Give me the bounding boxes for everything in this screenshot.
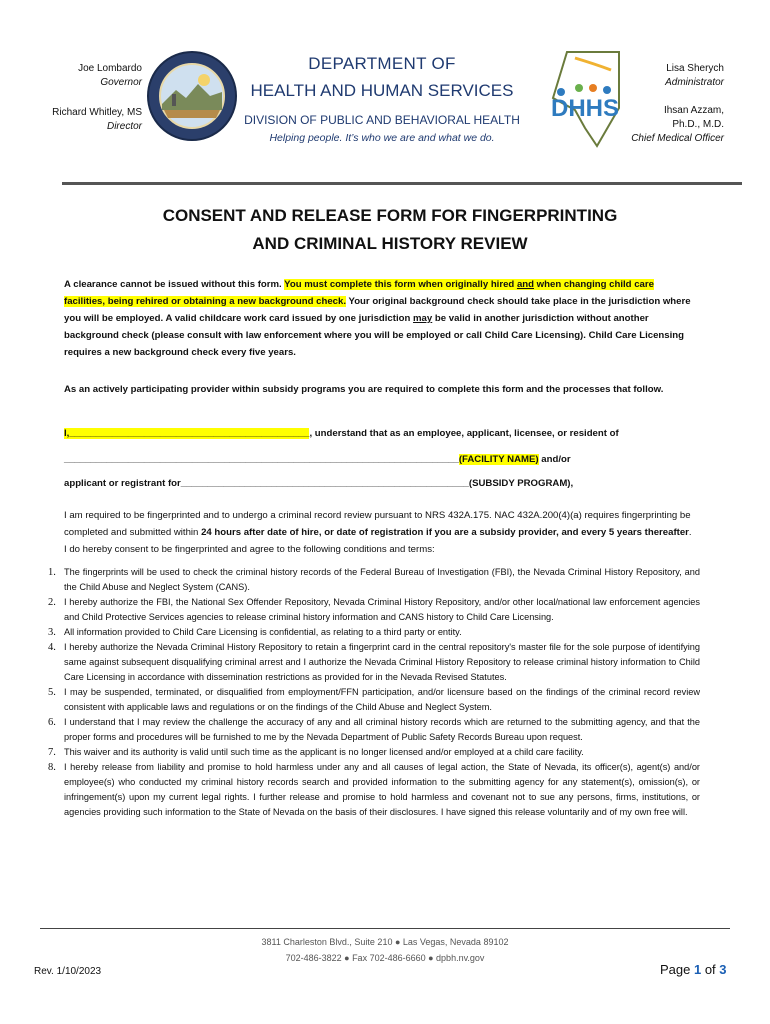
term-item [48, 565, 700, 595]
term-text: I hereby authorize the FBI, the National Sex Offender Repository, Nevada Criminal History Repository, and/or other local/national law enforcement agencies and Child Protective Services agencies to release criminal history information and CANS history to Child Care Licensing. [64, 597, 700, 622]
term-item [48, 625, 700, 640]
term-number: 2. [48, 597, 56, 608]
intro-text-a: A clearance cannot be issued without this form. [64, 279, 285, 290]
requirement-text-a: I am required to be fingerprinted and to undergo a criminal record review pursuant to NRS 432A.175. NAC 432A.200(4)(a) requires fingerprinting be completed and submitted within [64, 510, 691, 538]
term-number: 8. [48, 762, 56, 773]
dhhs-logo-text: DHHS [550, 95, 620, 122]
term-item [48, 595, 700, 625]
subsidy-paragraph: As an actively participating provider within subsidy programs you are required to complete this form and the processes that follow. [64, 384, 664, 395]
program-prefix: applicant or registrant for [64, 478, 181, 489]
nevada-state-seal-icon [146, 50, 238, 142]
term-text: I hereby authorize the Nevada Criminal History Repository to retain a fingerprint card in the central repository's master file for the sole purpose of identifying same against subsequent disqualifying criminal arrest and I authorize the Nevada Criminal History Repository to release criminal history information to Child Care Licensing in accordance with dissemination restrictions as provided for in the Nevada Revised Statutes. [64, 642, 700, 682]
term-item [48, 640, 700, 685]
fill-line-program [64, 475, 694, 492]
revision-date: Rev. 1/10/2023 [34, 966, 102, 977]
term-number: 5. [48, 687, 56, 698]
term-text: I may be suspended, terminated, or disqualified from employment/FFN participation, and/or licensure based on the findings of the criminal record review consistent with applicable laws and regulations or on the findings of the Child Abuse and Neglect System. [64, 687, 700, 712]
term-item [48, 745, 700, 760]
dept-line1: DEPARTMENT OF [308, 54, 456, 73]
term-item [48, 685, 700, 715]
applicant-name-blank[interactable]: _____________________________________________ [69, 428, 310, 439]
governor-name: Joe Lombardo [78, 63, 142, 74]
footer-divider [40, 928, 730, 929]
intro-paragraph [64, 276, 694, 361]
footer-contact-line: 702-486-3822 ● Fax 702-486-6660 ● dpbh.nv.gov [285, 953, 485, 963]
header-officials-right [620, 62, 724, 146]
intro-text-b: Your original background check should take place in the jurisdiction where you will be employed. A valid childcare work card issued by one jurisdiction [64, 296, 691, 324]
administrator-name: Lisa Sherych [666, 63, 724, 74]
cmo-title: Chief Medical Officer [631, 133, 724, 144]
title-line2: AND CRIMINAL HISTORY REVIEW [252, 234, 528, 253]
cmo-name-line1: Ihsan Azzam, [663, 105, 724, 116]
fill-line-name [64, 425, 694, 442]
form-title [60, 202, 720, 258]
term-number: 4. [48, 642, 56, 653]
requirement-bold: 24 hours after date of hire, or date of registration if you are a subsidy provider, and every 5 years thereafter [201, 527, 689, 538]
dept-line2: HEALTH AND HUMAN SERVICES [250, 81, 514, 100]
page-number: Page 1 of 3 [660, 962, 727, 977]
requirement-text-c: . I do hereby consent to be fingerprinted and agree to the following conditions and terms: [64, 527, 692, 555]
header-divider [62, 182, 742, 185]
facility-suffix: and/or [538, 454, 571, 465]
term-number: 6. [48, 717, 56, 728]
terms-list [48, 565, 700, 820]
page-total: 3 [719, 962, 727, 977]
division-name: DIVISION OF PUBLIC AND BEHAVIORAL HEALTH [244, 113, 520, 127]
administrator-title: Administrator [665, 77, 724, 88]
director-title: Director [106, 121, 142, 132]
title-line1: CONSENT AND RELEASE FORM FOR FINGERPRINTING [162, 206, 618, 225]
tagline: Helping people. It’s who we are and what we do. [269, 132, 495, 144]
page-current: 1 [693, 962, 702, 977]
footer-address [200, 934, 570, 966]
term-text: This waiver and its authority is valid until such time as the applicant is no longer licensed and/or employed at a child care facility. [64, 747, 584, 757]
fill-line-facility [64, 451, 694, 468]
term-number: 3. [48, 627, 56, 638]
governor-title: Governor [100, 77, 142, 88]
fill-name-suffix: , understand that as an employee, applicant, licensee, or resident of [309, 428, 619, 439]
term-text: The fingerprints will be used to check the criminal history records of the Federal Bureau of Investigation (FBI), the Nevada Criminal History Repository, and the Child Abuse and Neglect System (CANS). [64, 567, 700, 592]
term-text: I understand that I may review the challenge the accuracy of any and all criminal history records which are returned to the submitting agency, and that the proper forms and procedures will be furnished to me by the Nevada Department of Public Safety Records Bureau upon request. [64, 717, 700, 742]
intro-may: may [413, 313, 433, 324]
term-item [48, 760, 700, 820]
term-number: 1. [48, 567, 56, 578]
fill-name-prefix: I,_____________________________________________ [64, 428, 310, 439]
facility-name-label: (FACILITY NAME) [458, 454, 539, 465]
term-text: All information provided to Child Care Licensing is confidential, as relating to a third party or entity. [64, 627, 462, 637]
intro-text-c: be valid in another jurisdiction without another background check (please consult with law enforcement where you will be employed or call Child Care Licensing). Child Care Licensing requires a new background check every five years. [64, 313, 685, 358]
intro-highlight: You must complete this form when originally hired and when changing child care facilities, being rehired or obtaining a new background check. [64, 279, 654, 307]
facility-name-blank[interactable]: __________________________________________________________________________ [64, 454, 459, 465]
director-name: Richard Whitley, MS [52, 107, 142, 118]
footer-address-line: 3811 Charleston Blvd., Suite 210 ● Las Vegas, Nevada 89102 [261, 937, 509, 947]
cmo-name-line2: Ph.D., M.D. [672, 119, 724, 130]
requirement-paragraph [64, 507, 694, 558]
subsidy-program-blank[interactable]: ______________________________________________________ [180, 478, 469, 489]
term-item [48, 715, 700, 745]
header-officials-left [0, 62, 142, 134]
term-number: 7. [48, 747, 56, 758]
subsidy-program-label: (SUBSIDY PROGRAM), [468, 478, 574, 489]
term-text: I hereby release from liability and promise to hold harmless under any and all causes of legal action, the State of Nevada, its officer(s), agent(s) and/or employee(s) who conducted my criminal history records search and provided information to the submitting agency for any statement(s), omission(s), or infringement(s) upon my current legal rights. I further release and promise to hold harmless and covenant not to sue any persons, firms, institutions, or agencies providing such information to the State of Nevada on the basis of their disclosures. I have signed this release voluntarily and of my own free will. [64, 762, 700, 817]
department-heading [232, 52, 532, 144]
dhhs-logo-icon [545, 50, 625, 148]
